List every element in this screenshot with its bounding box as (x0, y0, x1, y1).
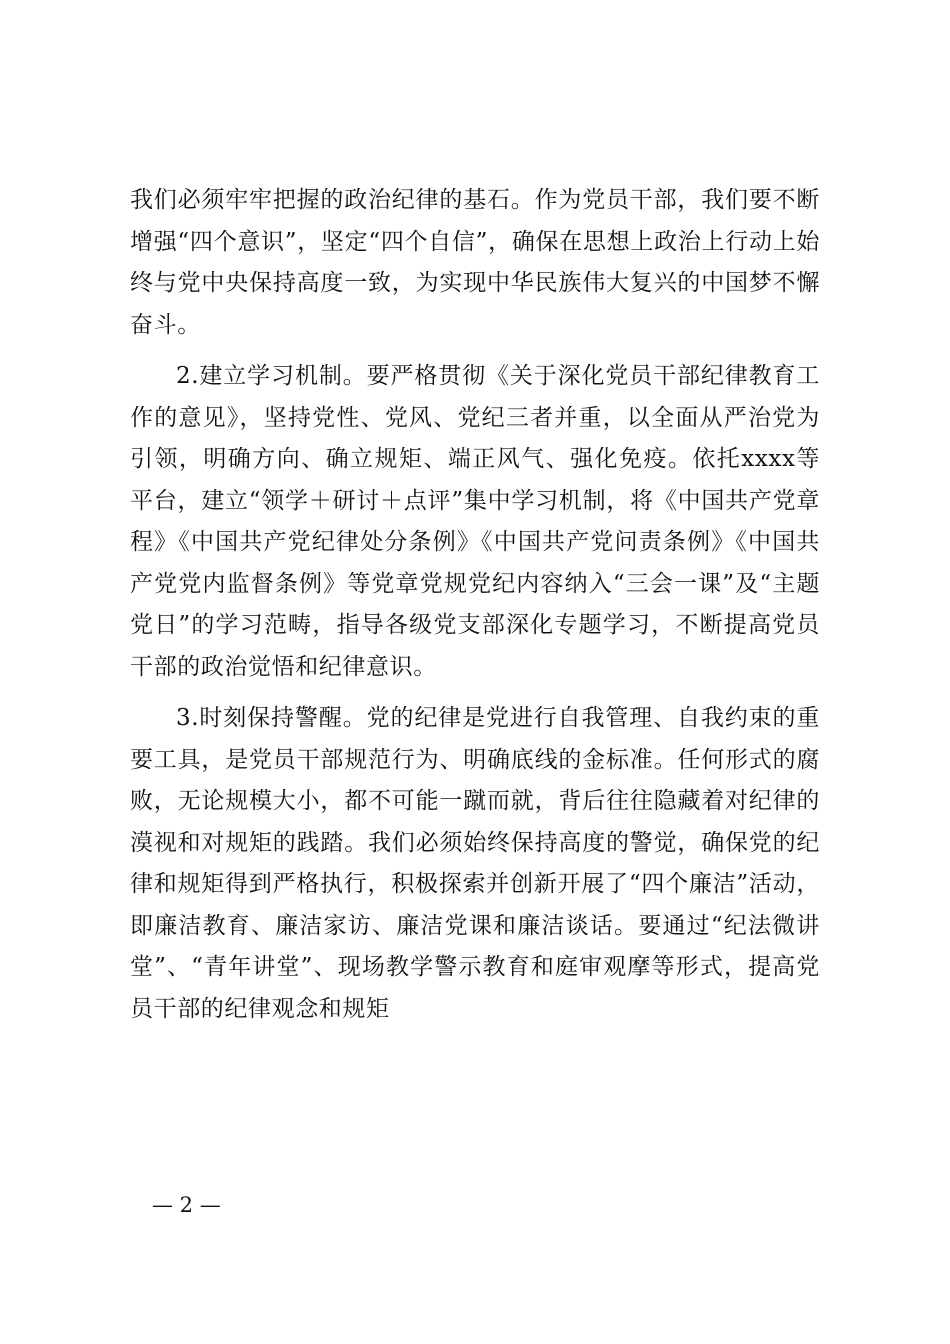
paragraph-political-discipline-continued: 我们必须牢牢把握的政治纪律的基石。作为党员干部，我们要不断增强“四个意识”，坚定“四个自信”，确保在思想上政治上行动上始终与党中央保持高度一致，为实现中华民族伟大复兴的中国梦不懈奋斗。 (130, 187, 820, 338)
paragraph-stay-vigilant: 3.时刻保持警醒。党的纪律是党进行自我管理、自我约束的重要工具，是党员干部规范行为、明确底线的金标准。任何形式的腐败，无论规模大小，都不可能一蹴而就，背后往往隐藏着对纪律的漠视和对规矩的践踏。我们必须始终保持高度的警觉，确保党的纪律和规矩得到严格执行，积极探索并创新开展了“四个廉洁”活动，即廉洁教育、廉洁家访、廉洁党课和廉洁谈话。要通过“纪法微讲堂”、“青年讲堂”、现场教学警示教育和庭审观摩等形式，提高党员干部的纪律观念和规矩 (130, 705, 820, 1022)
document-body (130, 180, 820, 1030)
paragraph-learning-mechanism: 2.建立学习机制。要严格贯彻《关于深化党员干部纪律教育工作的意见》，坚持党性、党风、党纪三者并重，以全面从严治党为引领，明确方向、确立规矩、端正风气、强化免疫。依托xxxx等平台，建立“领学＋研讨＋点评”集中学习机制，将《中国共产党章程》《中国共产党纪律处分条例》《中国共产党问责条例》《中国共产党党内监督条例》等党章党规党纪内容纳入“三会一课”及“主题党日”的学习范畴，指导各级党支部深化专题学习，不断提高党员干部的政治觉悟和纪律意识。 (130, 363, 820, 680)
page-number: — 2 — (152, 1193, 221, 1217)
